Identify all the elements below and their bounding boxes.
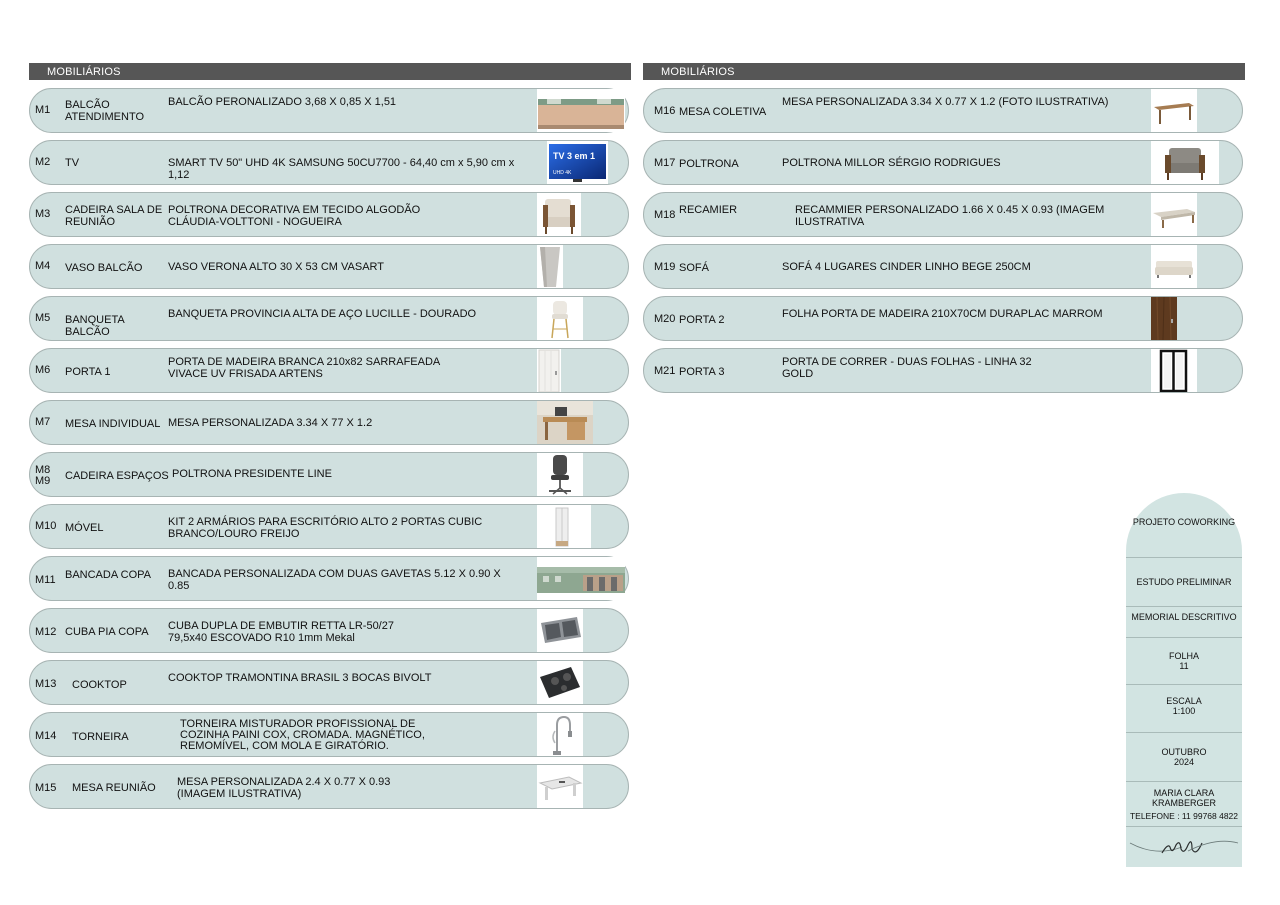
item-code: M5 (35, 312, 51, 324)
tv-image-subtext: UHD 4K (553, 170, 572, 176)
item-name: BANCADA COPA (65, 569, 151, 581)
item-code: M11 (35, 574, 56, 586)
desk-photo (537, 401, 593, 444)
item-code: M19 (654, 261, 676, 273)
list-item (643, 244, 1243, 289)
list-item (29, 764, 629, 809)
list-item (29, 296, 629, 341)
list-item (29, 452, 629, 497)
item-name: MESA INDIVIDUAL (65, 418, 161, 430)
author-name: MARIA CLARA KRAMBERGER (1151, 788, 1216, 808)
item-description: PORTA DE MADEIRA BRANCA 210x82 SARRAFEADA VIVACE UV FRISADA ARTENS (168, 356, 440, 380)
list-item (29, 140, 629, 185)
item-code: M21 (654, 365, 676, 377)
sofa-photo (1151, 245, 1197, 288)
item-code: M6 (35, 364, 51, 376)
item-description: FOLHA PORTA DE MADEIRA 210X70CM DURAPLAC MARROM (782, 308, 1103, 320)
item-description: MESA PERSONALIZADA 2.4 X 0.77 X 0.93 (IMAGEM ILUSTRATIVA) (177, 776, 391, 800)
list-item (643, 192, 1243, 237)
item-description: BANCADA PERSONALIZADA COM DUAS GAVETAS 5.12 X 0.90 X 0.85 (168, 568, 501, 592)
white-door-photo (537, 349, 561, 392)
item-description: SMART TV 50" UHD 4K SAMSUNG 50CU7700 - 64,40 cm x 5,90 cm x 1,12 (168, 157, 515, 181)
list-item (643, 348, 1243, 393)
sliding-door-photo (1151, 349, 1197, 392)
item-name: RECAMIER (679, 204, 738, 216)
item-code: M12 (35, 626, 57, 638)
meeting-table-photo (537, 765, 583, 808)
list-item (643, 140, 1243, 185)
sheet-label: FOLHA (1168, 651, 1199, 661)
item-code: M15 (35, 782, 57, 794)
vase-photo (537, 245, 563, 288)
item-description: POLTRONA PRESIDENTE LINE (172, 468, 332, 480)
item-name: MÓVEL (65, 522, 104, 534)
office-chair-photo (537, 453, 583, 496)
title-block (1126, 493, 1242, 867)
item-name: MESA COLETIVA (679, 106, 767, 118)
list-item (29, 400, 629, 445)
item-code: M7 (35, 416, 51, 428)
item-name: TV (65, 157, 80, 169)
item-code: M20 (654, 313, 676, 325)
item-name: CUBA PIA COPA (65, 626, 149, 638)
scale-value: 1:100 (1172, 706, 1196, 716)
item-name: BALCÃO ATENDIMENTO (65, 99, 145, 123)
item-name: TORNEIRA (72, 731, 129, 743)
item-name: SOFÁ (679, 262, 709, 274)
signature-logo (1126, 833, 1242, 863)
item-name: CADEIRA SALA DE REUNIÃO (65, 204, 163, 228)
armchair-photo (1151, 141, 1219, 184)
date-year: 2024 (1173, 757, 1195, 767)
item-description: VASO VERONA ALTO 30 X 53 CM VASART (168, 261, 385, 273)
double-sink-photo (537, 609, 583, 652)
item-code: M17 (654, 157, 676, 169)
item-name: BANQUETA BALCÃO (65, 314, 125, 338)
item-code: M14 (35, 730, 57, 742)
item-name: COOKTOP (72, 679, 127, 691)
list-item (29, 556, 629, 601)
list-item (29, 504, 629, 549)
item-code: M2 (35, 156, 51, 168)
item-code: M18 (654, 209, 676, 221)
section-header: MOBILIÁRIOS (643, 63, 1245, 80)
furniture-list-left (29, 63, 631, 800)
item-name: CADEIRA ESPAÇOS (65, 470, 169, 482)
scale-label: ESCALA (1166, 696, 1202, 706)
item-code: M4 (35, 260, 51, 272)
item-description: BALCÃO PERONALIZADO 3,68 X 0,85 X 1,51 (168, 96, 397, 108)
list-item (29, 348, 629, 393)
section-header: MOBILIÁRIOS (29, 63, 631, 80)
item-code: M1 (35, 104, 51, 116)
armchair-photo (537, 193, 581, 236)
item-description: PORTA DE CORRER - DUAS FOLHAS - LINHA 32 GOLD (782, 356, 1032, 380)
item-name: POLTRONA (679, 158, 739, 170)
tv-photo (547, 141, 608, 184)
list-item (29, 660, 629, 705)
item-name: MESA REUNIÃO (72, 782, 156, 794)
wood-door-photo (1151, 297, 1177, 340)
stool-photo (537, 297, 583, 340)
date-month: OUTUBRO (1161, 747, 1207, 757)
item-code: M13 (35, 678, 57, 690)
list-item (29, 608, 629, 653)
list-item (29, 244, 629, 289)
tv-image-text: TV 3 em 1 (553, 151, 596, 161)
collective-table-photo (1151, 89, 1197, 132)
list-item (29, 88, 629, 133)
item-description: BANQUETA PROVINCIA ALTA DE AÇO LUCILLE - DOURADO (168, 308, 477, 320)
item-code: M16 (654, 105, 676, 117)
item-description: POLTRONA DECORATIVA EM TECIDO ALGODÃO CLÁUDIA-VOLTTONI - NOGUEIRA (168, 204, 421, 228)
item-description: SOFÁ 4 LUGARES CINDER LINHO BEGE 250CM (782, 261, 1031, 273)
item-name: PORTA 3 (679, 366, 725, 378)
list-item (643, 296, 1243, 341)
list-item (643, 88, 1243, 133)
reception-counter-photo (537, 89, 625, 132)
item-name: PORTA 2 (679, 314, 725, 326)
item-description: MESA PERSONALIZADA 3.34 X 77 X 1.2 (168, 417, 373, 429)
item-code: M3 (35, 208, 51, 220)
item-description: POLTRONA MILLOR SÉRGIO RODRIGUES (782, 157, 1001, 169)
furniture-list-right (643, 63, 1245, 380)
author-phone: TELEFONE : 11 99768 4822 (1129, 811, 1239, 821)
cooktop-photo (537, 661, 583, 704)
item-description: MESA PERSONALIZADA 3.34 X 0.77 X 1.2 (FOTO ILUSTRATIVA) (782, 96, 1109, 108)
item-description: COOKTOP TRAMONTINA BRASIL 3 BOCAS BIVOLT (168, 672, 432, 684)
project-stage: ESTUDO PRELIMINAR (1136, 577, 1232, 587)
item-description: CUBA DUPLA DE EMBUTIR RETTA LR-50/27 79,5x40 ESCOVADO R10 1mm Mekal (168, 620, 394, 644)
project-name: PROJETO COWORKING (1132, 517, 1236, 527)
item-description: KIT 2 ARMÁRIOS PARA ESCRITÓRIO ALTO 2 PORTAS CUBIC BRANCO/LOURO FREIJO (168, 516, 483, 540)
list-item (29, 192, 629, 237)
item-description: TORNEIRA MISTURADOR PROFISSIONAL DE COZINHA PAINI COX, CROMADA. MAGNÉTICO, REMOMÍVEL, COM MOLA E GIRATÓRIO. (180, 718, 425, 752)
item-name: PORTA 1 (65, 366, 111, 378)
faucet-photo (537, 713, 583, 756)
bench-photo (1151, 193, 1197, 236)
list-item (29, 712, 629, 757)
item-name: VASO BALCÃO (65, 262, 143, 274)
item-code: M10 (35, 520, 57, 532)
document-type: MEMORIAL DESCRITIVO (1131, 612, 1237, 622)
item-description: RECAMMIER PERSONALIZADO 1.66 X 0.45 X 0.93 (IMAGEM ILUSTRATIVA (795, 204, 1105, 228)
kitchen-counter-photo (537, 557, 625, 600)
cabinet-photo (537, 505, 591, 548)
item-code: M8 M9 (35, 464, 51, 487)
sheet-number: 11 (1179, 661, 1189, 671)
